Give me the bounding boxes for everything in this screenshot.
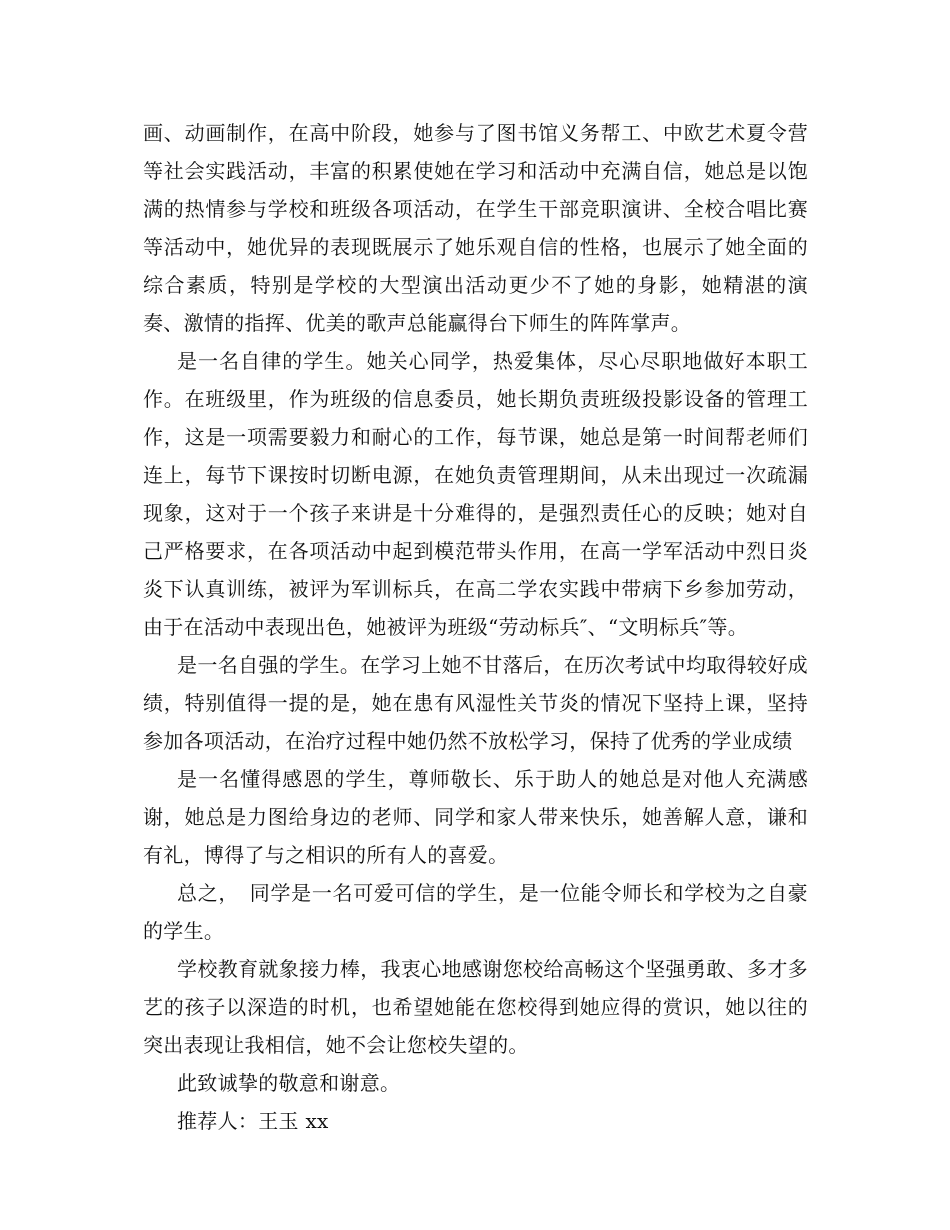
- paragraph-self-discipline: 是一名自律的学生。她关心同学，热爱集体，尽心尽职地做好本职工作。在班级里，作为班级的信息委员，她长期负责班级投影设备的管理工作，这是一项需要毅力和耐心的工作，每节课，她总是第一时间帮老师们连上，每节下课按时切断电源，在她负责管理期间，从未出现过一次疏漏现象，这对于一个孩子来讲是十分难得的，是强烈责任心的反映；她对自己严格要求，在各项活动中起到模范带头作用，在高一学军活动中烈日炎炎下认真训练，被评为军训标兵，在高二学农实践中带病下乡参加劳动，由于在活动中表现出色，她被评为班级“劳动标兵″、“文明标兵″等。: [143, 349, 808, 639]
- paragraph-summary: 总之， 同学是一名可爱可信的学生，是一位能令师长和学校为之自豪的学生。: [143, 881, 808, 943]
- signature-line: 推荐人：王玉 xx: [177, 1109, 329, 1133]
- paragraph-gratitude: 是一名懂得感恩的学生，尊师敬长、乐于助人的她总是对他人充满感谢，她总是力图给身边的老师、同学和家人带来快乐，她善解人意，谦和有礼，博得了与之相识的所有人的喜爱。: [143, 767, 808, 867]
- closing-line: 此致诚挚的敬意和谢意。: [177, 1071, 401, 1095]
- paragraph-thanks: 学校教育就象接力棒，我衷心地感谢您校给高畅这个坚强勇敢、多才多艺的孩子以深造的时机，也希望她能在您校得到她应得的赏识，她以往的突出表现让我相信，她不会让您校失望的。: [143, 957, 808, 1057]
- paragraph-activities: 画、动画制作，在高中阶段，她参与了图书馆义务帮工、中欧艺术夏令营等社会实践活动，丰富的积累使她在学习和活动中充满自信，她总是以饱满的热情参与学校和班级各项活动，在学生干部竞职演讲、全校合唱比赛等活动中，她优异的表现既展示了她乐观自信的性格，也展示了她全面的综合素质，特别是学校的大型演出活动更少不了她的身影，她精湛的演奏、激情的指挥、优美的歌声总能赢得台下师生的阵阵掌声。: [143, 121, 808, 335]
- paragraph-self-improvement: 是一名自强的学生。在学习上她不甘落后，在历次考试中均取得较好成绩，特别值得一提的是，她在患有风湿性关节炎的情况下坚持上课，坚持参加各项活动，在治疗过程中她仍然不放松学习，保持了优秀的学业成绩: [143, 653, 808, 753]
- letter-body: [143, 114, 808, 1140]
